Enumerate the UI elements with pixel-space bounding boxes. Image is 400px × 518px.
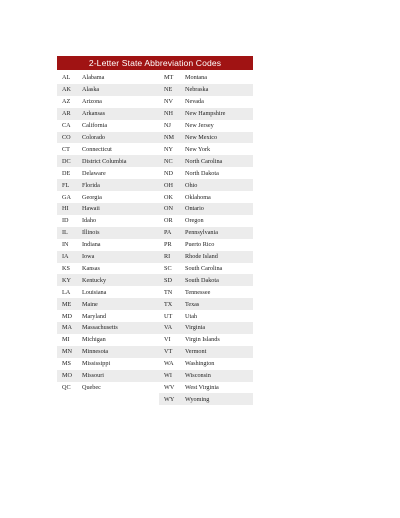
left-abbr-cell: KY (57, 274, 82, 286)
right-abbr-cell: NE (159, 84, 185, 96)
left-name-cell: Hawaii (82, 203, 159, 215)
left-name-cell: California (82, 122, 108, 130)
right-abbr-cell: PA (159, 227, 185, 239)
right-name-cell: Ohio (185, 179, 253, 191)
abbreviation-table-body (57, 72, 253, 405)
right-name-cell: Wyoming (185, 393, 253, 405)
table-row (57, 179, 253, 191)
right-name-cell: North Carolina (185, 155, 253, 167)
left-name-cell: Indiana (82, 241, 101, 249)
right-name-cell: Nebraska (185, 84, 253, 96)
table-row (57, 191, 253, 203)
left-name-cell: Kansas (82, 264, 100, 272)
left-abbr-cell: MO (57, 370, 82, 382)
right-abbr-cell: OH (159, 179, 185, 191)
table-row (57, 203, 253, 215)
left-name-cell (82, 393, 159, 405)
table-row (57, 382, 253, 394)
left-name-cell: Arkansas (82, 108, 159, 120)
right-name-cell: Vermont (185, 346, 253, 358)
right-abbr-cell: NJ (164, 122, 171, 130)
table-row (57, 346, 253, 358)
table-row (57, 143, 253, 155)
right-name-cell: New Mexico (185, 132, 253, 144)
table-row (57, 96, 253, 108)
table-row (57, 298, 253, 310)
table-row (57, 167, 253, 179)
left-abbr-cell: MI (62, 336, 70, 344)
right-abbr-cell: ND (164, 169, 173, 177)
left-name-cell: Alaska (82, 84, 159, 96)
left-name-cell: Massachusetts (82, 322, 159, 334)
right-abbr-cell: VI (164, 336, 171, 344)
table-row (57, 334, 253, 346)
left-name-cell: Kentucky (82, 274, 159, 286)
left-name-cell: Mississippi (82, 360, 111, 368)
table-row (57, 108, 253, 120)
right-name-cell: Wisconsin (185, 370, 253, 382)
table-row (57, 310, 253, 322)
abbreviation-sheet (57, 56, 253, 405)
table-row (57, 120, 253, 132)
left-abbr-cell: MN (57, 346, 82, 358)
right-name-cell: North Dakota (185, 169, 219, 177)
right-name-cell: New Jersey (185, 122, 214, 130)
left-abbr-cell: MS (62, 360, 71, 368)
right-abbr-cell: WI (159, 370, 185, 382)
left-abbr-cell: CT (62, 145, 70, 153)
left-name-cell: Colorado (82, 132, 159, 144)
table-row (57, 286, 253, 298)
left-abbr-cell: CO (57, 132, 82, 144)
left-abbr-cell: QC (62, 384, 71, 392)
left-name-cell: Connecticut (82, 145, 112, 153)
left-abbr-cell: DC (57, 155, 82, 167)
left-abbr-cell: FL (57, 179, 82, 191)
left-name-cell: Iowa (82, 251, 159, 263)
right-abbr-cell: VT (159, 346, 185, 358)
left-abbr-cell: MA (57, 322, 82, 334)
right-name-cell: Tennessee (185, 288, 211, 296)
table-row (57, 322, 253, 334)
right-abbr-cell: MT (164, 74, 174, 82)
table-row (57, 358, 253, 370)
table-row (57, 251, 253, 263)
abbreviation-table (57, 72, 253, 405)
left-abbr-cell: LA (62, 288, 71, 296)
right-abbr-cell: OR (164, 217, 173, 225)
left-abbr-cell: KS (62, 264, 70, 272)
left-name-cell: Florida (82, 179, 159, 191)
left-abbr-cell: ID (62, 217, 69, 225)
left-name-cell: Delaware (82, 169, 106, 177)
table-row (57, 227, 253, 239)
table-row (57, 370, 253, 382)
table-row (57, 155, 253, 167)
right-name-cell: Washington (185, 360, 215, 368)
left-abbr-cell: IL (57, 227, 82, 239)
right-abbr-cell: SD (159, 274, 185, 286)
left-abbr-cell: IN (62, 241, 69, 249)
right-name-cell: Texas (185, 298, 253, 310)
right-name-cell: New York (185, 145, 211, 153)
left-name-cell: District Columbia (82, 155, 159, 167)
left-abbr-cell: MD (62, 312, 72, 320)
right-abbr-cell: NY (164, 145, 173, 153)
left-abbr-cell: GA (62, 193, 71, 201)
right-name-cell: South Dakota (185, 274, 253, 286)
table-row (57, 393, 253, 405)
right-name-cell: Montana (185, 74, 207, 82)
right-name-cell: West Virginia (185, 384, 219, 392)
right-abbr-cell: ON (159, 203, 185, 215)
left-name-cell: Illinois (82, 227, 159, 239)
right-name-cell: Rhode Island (185, 251, 253, 263)
left-abbr-cell: CA (62, 122, 71, 130)
right-abbr-cell: PR (164, 241, 172, 249)
right-name-cell: Virginia (185, 322, 253, 334)
right-name-cell: Virgin Islands (185, 336, 220, 344)
left-abbr-cell: AR (57, 108, 82, 120)
table-row (57, 274, 253, 286)
left-name-cell: Missouri (82, 370, 159, 382)
right-abbr-cell: TX (159, 298, 185, 310)
table-row (57, 215, 253, 227)
left-name-cell: Maine (82, 298, 159, 310)
left-abbr-cell: AL (62, 74, 71, 82)
right-abbr-cell: NH (159, 108, 185, 120)
right-abbr-cell: VA (159, 322, 185, 334)
left-abbr-cell (57, 393, 82, 405)
right-name-cell: Nevada (185, 98, 204, 106)
left-name-cell: Maryland (82, 312, 107, 320)
table-row (57, 132, 253, 144)
left-abbr-cell: IA (57, 251, 82, 263)
right-abbr-cell: OK (164, 193, 173, 201)
right-abbr-cell: SC (164, 264, 172, 272)
left-name-cell: Georgia (82, 193, 102, 201)
left-abbr-cell: HI (57, 203, 82, 215)
left-name-cell: Michigan (82, 336, 106, 344)
right-name-cell: Utah (185, 312, 198, 320)
table-row (57, 263, 253, 275)
right-name-cell: Puerto Rico (185, 241, 215, 249)
right-abbr-cell: TN (164, 288, 173, 296)
right-abbr-cell: NM (159, 132, 185, 144)
table-row (57, 72, 253, 84)
left-abbr-cell: DE (62, 169, 71, 177)
right-abbr-cell: NC (159, 155, 185, 167)
right-abbr-cell: WA (164, 360, 174, 368)
left-name-cell: Louisiana (82, 288, 107, 296)
left-abbr-cell: AK (57, 84, 82, 96)
left-abbr-cell: AZ (62, 98, 71, 106)
right-name-cell: Ontario (185, 203, 253, 215)
sheet-title: 2-Letter State Abbreviation Codes (57, 56, 253, 70)
right-name-cell: Oregon (185, 217, 204, 225)
right-abbr-cell: NV (164, 98, 173, 106)
left-name-cell: Alabama (82, 74, 105, 82)
left-name-cell: Quebec (82, 384, 101, 392)
right-name-cell: Oklahoma (185, 193, 211, 201)
right-abbr-cell: UT (164, 312, 173, 320)
right-name-cell: New Hampshire (185, 108, 253, 120)
left-name-cell: Arizona (82, 98, 102, 106)
right-abbr-cell: WY (159, 393, 185, 405)
left-name-cell: Minnesota (82, 346, 159, 358)
left-abbr-cell: ME (57, 298, 82, 310)
right-abbr-cell: WV (164, 384, 175, 392)
right-abbr-cell: RI (159, 251, 185, 263)
right-name-cell: South Carolina (185, 264, 223, 272)
right-name-cell: Pennsylvania (185, 227, 253, 239)
left-name-cell: Idaho (82, 217, 97, 225)
table-row (57, 239, 253, 251)
table-row (57, 84, 253, 96)
